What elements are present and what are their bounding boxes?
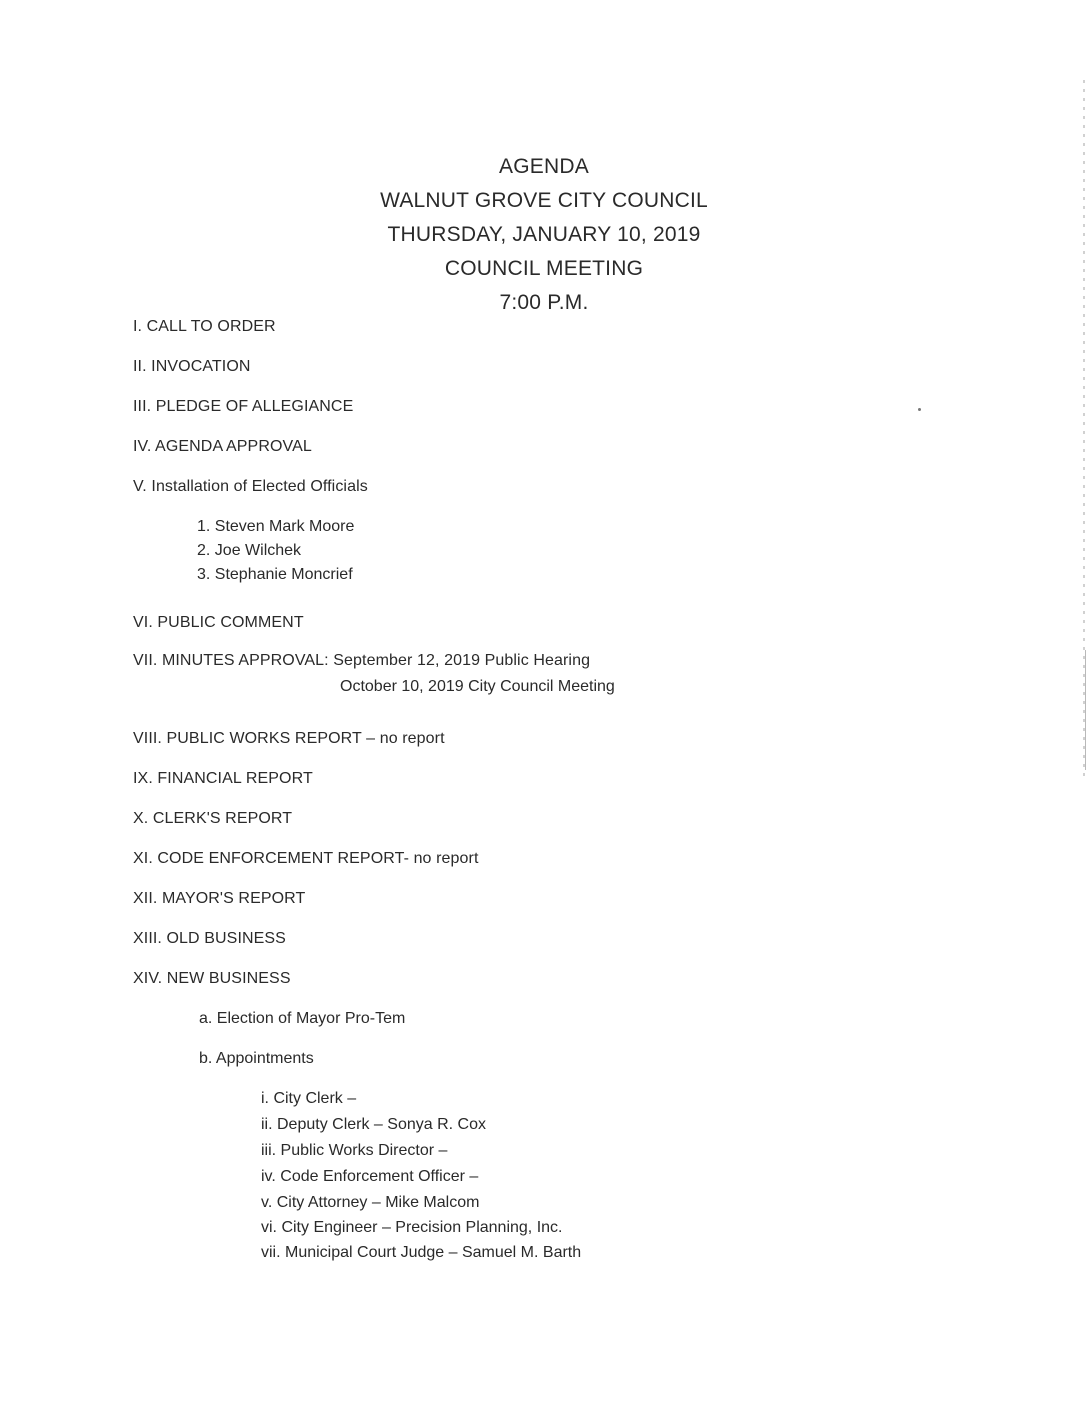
item-call-to-order: I. CALL TO ORDER	[133, 318, 276, 335]
appointment-7: vii. Municipal Court Judge – Samuel M. Barth	[261, 1244, 582, 1261]
new-business-b: b. Appointments	[199, 1050, 314, 1067]
scan-edge-line	[1085, 650, 1086, 770]
item-minutes-approval-cont: October 10, 2019 City Council Meeting	[340, 678, 615, 695]
appointment-6: vi. City Engineer – Precision Planning, Inc.	[261, 1219, 563, 1236]
new-business-a: a. Election of Mayor Pro-Tem	[199, 1010, 406, 1027]
header-title: AGENDA	[499, 155, 589, 178]
item-clerk: X. CLERK'S REPORT	[133, 810, 293, 827]
official-2: 2. Joe Wilchek	[197, 542, 302, 559]
appointment-5: v. City Attorney – Mike Malcom	[261, 1194, 480, 1211]
item-pledge: III. PLEDGE OF ALLEGIANCE	[133, 398, 354, 415]
item-mayor: XII. MAYOR'S REPORT	[133, 890, 306, 907]
header-time: 7:00 P.M.	[499, 291, 589, 314]
header-meeting: COUNCIL MEETING	[444, 257, 644, 280]
agenda-header	[0, 150, 1088, 320]
header-date: THURSDAY, JANUARY 10, 2019	[387, 223, 701, 246]
item-public-comment: VI. PUBLIC COMMENT	[133, 614, 304, 631]
official-1: 1. Steven Mark Moore	[197, 518, 355, 535]
header-council: WALNUT GROVE CITY COUNCIL	[380, 189, 708, 212]
appointment-4: iv. Code Enforcement Officer –	[261, 1168, 479, 1185]
item-old-business: XIII. OLD BUSINESS	[133, 930, 286, 947]
item-minutes-approval: VII. MINUTES APPROVAL: September 12, 2019 Public Hearing	[133, 652, 591, 669]
official-3: 3. Stephanie Moncrief	[197, 566, 353, 583]
item-invocation: II. INVOCATION	[133, 358, 251, 375]
appointment-2: ii. Deputy Clerk – Sonya R. Cox	[261, 1116, 486, 1133]
scan-speck	[918, 408, 921, 411]
item-public-works: VIII. PUBLIC WORKS REPORT – no report	[133, 730, 445, 747]
item-financial: IX. FINANCIAL REPORT	[133, 770, 313, 787]
item-installation: V. Installation of Elected Officials	[133, 478, 368, 495]
appointment-1: i. City Clerk –	[261, 1090, 357, 1107]
item-agenda-approval: IV. AGENDA APPROVAL	[133, 438, 312, 455]
item-code-enforcement: XI. CODE ENFORCEMENT REPORT- no report	[133, 850, 479, 867]
appointment-3: iii. Public Works Director –	[261, 1142, 448, 1159]
item-new-business: XIV. NEW BUSINESS	[133, 970, 291, 987]
